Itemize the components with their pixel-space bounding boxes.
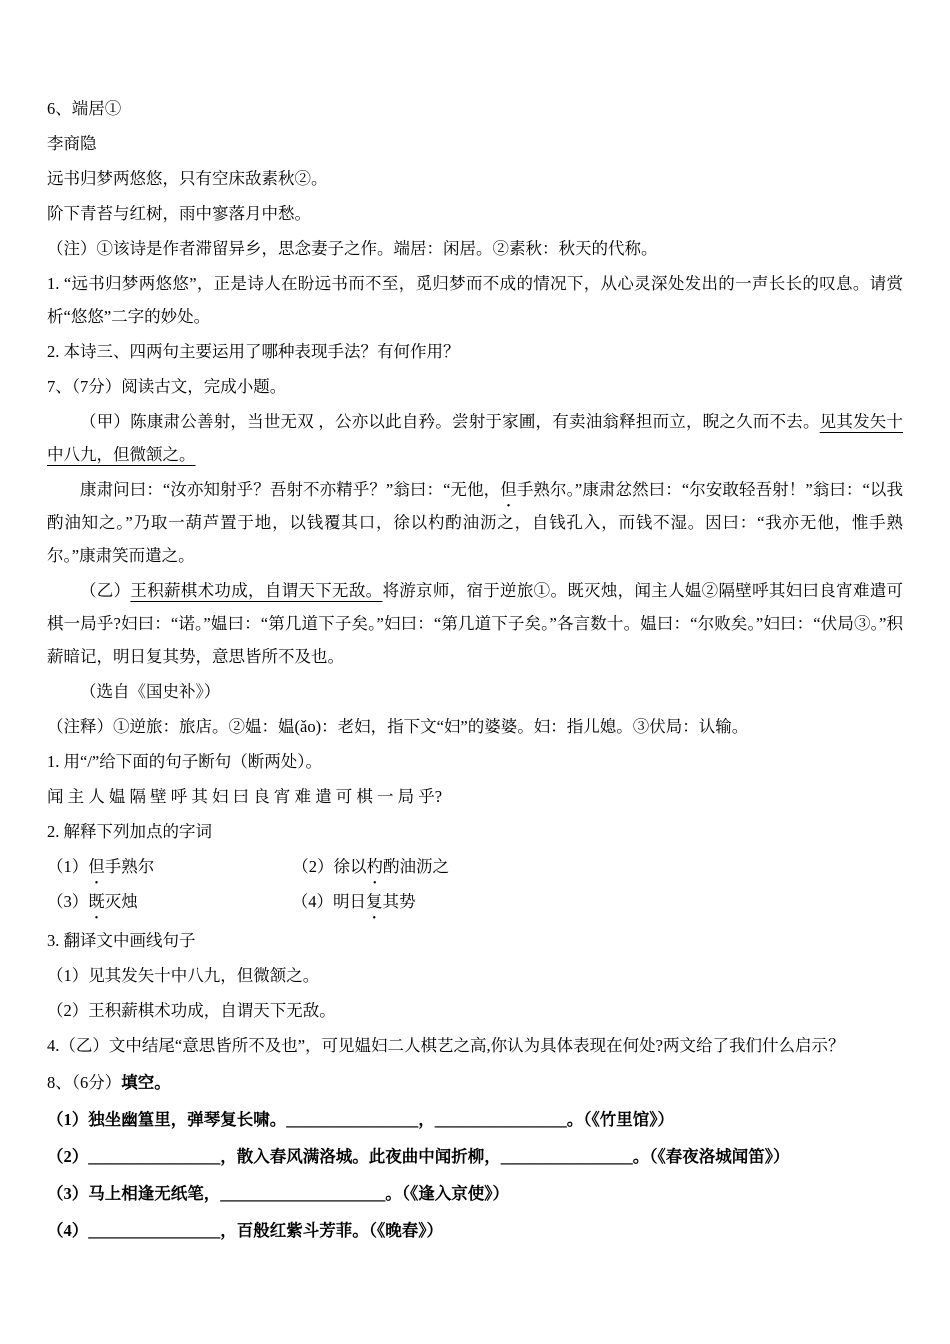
underlined-text: 见其发矢十中八九，但微颔之。 <box>47 412 904 464</box>
text-run: （3） <box>47 892 89 911</box>
text-run: （4）________________，百般红紫斗芳菲。（《晚春》） <box>47 1221 443 1240</box>
q7-sub3-item-2 <box>47 994 903 1027</box>
text-run: 酌油沥之 <box>383 857 449 876</box>
text-run: 4.（乙）文中结尾“意思皆所不及也”，可见媪妇二人棋艺之高,你认为具体表现在何处?两文给了我们什么启示？ <box>47 1036 845 1055</box>
text-run: 2. 本诗三、四两句主要运用了哪种表现手法？有何作用？ <box>47 342 460 361</box>
q7-sub4 <box>47 1029 903 1062</box>
q6-sub2 <box>47 335 903 368</box>
text-run: 其势 <box>382 892 416 911</box>
emphasis-dot-char: 但 <box>500 480 517 499</box>
column-gap <box>138 903 292 904</box>
q8-item-1 <box>47 1103 903 1136</box>
text-run: 1. 用“/”给下面的句子断句（断两处）。 <box>47 752 322 771</box>
q6-note <box>47 232 903 265</box>
q6-sub1 <box>47 267 903 333</box>
q7-heading <box>47 370 903 403</box>
q6-poem-line-1 <box>47 162 903 195</box>
q7-sub2 <box>47 815 903 848</box>
text-run: 闻 主 人 媪 隔 壁 呼 其 妇 曰 良 宵 难 遣 可 棋 一 局 乎? <box>47 787 443 806</box>
text-run: 手熟尔 <box>104 857 155 876</box>
text-run: 1. “远书归梦两悠悠”，正是诗人在盼远书而不至，觅归梦而不成的情况下，从心灵深处发出的一声长长的叹息。请赏析“悠悠”二字的妙处。 <box>47 274 903 326</box>
text-run: （注释）①逆旅：旅店。②媪：媪(ǎo)：老妇，指下文“妇”的婆婆。妇：指儿媳。③伏局：认输。 <box>47 717 749 736</box>
emphasis-dot-char: 但 <box>88 857 105 876</box>
underlined-text: 王积薪棋术功成，自谓天下无敌。 <box>130 581 383 600</box>
text-run: （选自《国史补》） <box>80 682 221 701</box>
q7-sub3 <box>47 924 903 957</box>
text-run: 阶下青苔与红树，雨中寥落月中愁。 <box>47 204 311 223</box>
text-run: 8、（6分） <box>47 1073 122 1092</box>
text-run: 2. 解释下列加点的字词 <box>47 822 212 841</box>
q6-heading <box>47 92 903 125</box>
text-run: 7、（7分）阅读古文，完成小题。 <box>47 377 287 396</box>
emphasis-dot-char: 杓 <box>366 857 383 876</box>
text-run: 6、端居① <box>47 99 122 118</box>
q7-passage-jia-2 <box>47 473 903 572</box>
q7-sub3-item-1 <box>47 959 903 992</box>
text-run: 3. 翻译文中画线句子 <box>47 931 196 950</box>
text-run: （乙） <box>80 581 131 600</box>
text-run: （1）见其发矢十中八九，但微颔之。 <box>47 966 320 985</box>
text-run: （4）明日 <box>291 892 366 911</box>
text-run: （1） <box>47 857 89 876</box>
text-run: 李商隐 <box>47 134 97 153</box>
q8-item-2 <box>47 1140 903 1173</box>
q7-sub2-items-1-2 <box>47 850 903 883</box>
text-run: 手熟尔。”康肃忿然曰：“尔安敢轻吾射！”翁曰：“以我酌油知之。”乃取一葫芦置于地，以钱覆其口，徐以杓酌油沥之，自钱孔入，而钱不湿。因曰：“我亦无他，惟手熟尔。”康肃笑而遣之。 <box>47 480 903 565</box>
text-run: 远书归梦两悠悠，只有空床敌素秋②。 <box>47 169 328 188</box>
q8-heading <box>47 1066 903 1099</box>
column-gap <box>154 868 292 869</box>
text-run: 灭烛 <box>104 892 138 911</box>
q7-sub2-items-3-4 <box>47 885 903 918</box>
emphasis-dot-char: 复 <box>366 892 383 911</box>
document-body <box>47 92 903 1247</box>
text-run: （2）徐以 <box>292 857 367 876</box>
q6-poem-line-2 <box>47 197 903 230</box>
q8-item-3 <box>47 1177 903 1210</box>
text-run: 康肃问曰：“汝亦知射乎？吾射不亦精乎？”翁曰：“无他， <box>80 480 501 499</box>
q8-item-4 <box>47 1214 903 1247</box>
text-run: （2）________________，散入春风满洛城。此夜曲中闻折柳，________________。（《春夜洛城闻笛》） <box>47 1147 790 1166</box>
text-run: （甲）陈康肃公善射，当世无双 ，公亦以此自矜。尝射于家圃，有卖油翁释担而立，睨之久而不去。 <box>80 412 820 431</box>
q7-sub1 <box>47 745 903 778</box>
text-run: （3）马上相逢无纸笔，____________________。（《逢入京使》） <box>47 1184 509 1203</box>
text-run: （2）王积薪棋术功成，自谓天下无敌。 <box>47 1001 336 1020</box>
q7-sub1-sentence <box>47 780 903 813</box>
q7-source <box>47 675 903 708</box>
q7-passage-jia <box>47 405 903 471</box>
q6-author <box>47 127 903 160</box>
q7-passage-yi <box>47 574 903 673</box>
emphasis-dot-char: 既 <box>88 892 105 911</box>
text-run: （注）①该诗是作者滞留异乡，思念妻子之作。端居：闲居。②素秋：秋天的代称。 <box>47 239 658 258</box>
q7-notes <box>47 710 903 743</box>
text-run: 将游京师，宿于逆旅①。既灭烛，闻主人媪②隔壁呼其妇曰良宵难遣可棋一局乎?妇曰：“诺。”媪曰：“第几道下子矣。”妇曰：“第几道下子矣。”各言数十。媪曰：“尔败矣。”妇曰：“伏局③。”积薪暗记，明日复其势，意思皆所不及也。 <box>47 581 904 666</box>
text-run: 填空。 <box>121 1073 171 1092</box>
text-run: （1）独坐幽篁里，弹琴复长啸。________________，________________。（《竹里馆》） <box>47 1110 674 1129</box>
